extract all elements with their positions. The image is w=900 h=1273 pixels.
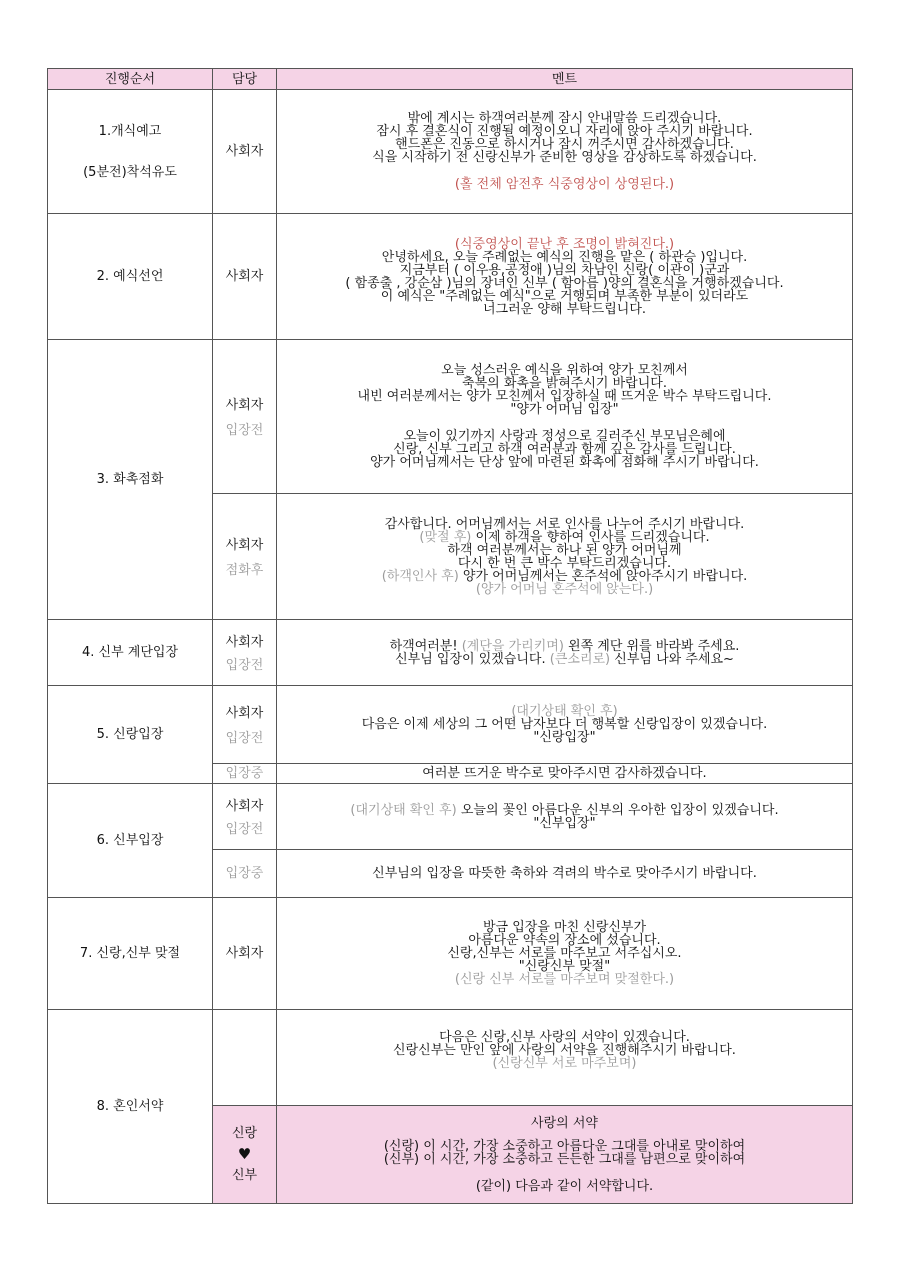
step-7-role: 사회자 [213,898,277,1010]
step-4-ment: 하객여러분! (계단을 가리키며) 왼쪽 계단 위를 바라봐 주세요. 신부님 입장이 있겠습니다. (큰소리로) 신부님 나와 주세요~ [277,620,853,686]
step-8-ment: 다음은 신랑,신부 사랑의 서약이 있겠습니다. 신랑신부는 만인 앞에 사랑의 서약을 진행해주시기 바랍니다. (신랑신부 서로 마주보며) [277,1010,853,1106]
step-1-note: (홀 전체 암전후 식중영상이 상영된다.) [454,177,675,192]
step-4-row [48,620,853,686]
step-2-row [48,214,853,340]
step-5-ment-b: 여러분 뜨거운 박수로 맞아주시면 감사하겠습니다. [277,764,853,784]
step-1-role: 사회자 [213,90,277,214]
header-order: 진행순서 [48,69,213,90]
vow-title: 사랑의 서약 [531,1115,598,1131]
step-7-ment: 방금 입장을 마친 신랑신부가 아름다운 약속의 장소에 섰습니다. 신랑,신부는 서로를 마주보고 서주십시오. "신랑신부 맞절" (신랑 신부 서로를 마주보며 맞절한다.) [277,898,853,1010]
step-5-ment: (대기상태 확인 후) 다음은 이제 세상의 그 어떤 남자보다 더 행복할 신랑입장이 있겠습니다. "신랑입장" [277,686,853,764]
step-1-ment: 밖에 계시는 하객여러분께 잠시 안내말씀 드리겠습니다. 잠시 후 결혼식이 진행될 예정이오니 자리에 앉아 주시기 바랍니다. 핸드폰은 진동으로 하시거나 잠시 꺼주시면 감사하겠습니다. 식을 시작하기 전 신랑신부가 준비한 영상을 감상하도록 하겠습니다. (홀 전체 암전후 식중영상이 상영된다.) [277,90,853,214]
step-8-role: 신랑 ♥ 신부 [213,1106,277,1204]
header-role: 담당 [213,69,277,90]
step-2-note: (식중영상이 끝난 후 조명이 밝혀진다.) [454,236,675,252]
step-5-sub2: 입장중 [213,764,277,784]
step-5-role: 사회자 입장전 [213,686,277,764]
step-7-label: 7. 신랑,신부 맞절 [48,898,213,1010]
step-6-ment-b: 신부님의 입장을 따뜻한 축하와 격려의 박수로 맞아주시기 바랍니다. [277,850,853,898]
step-6-label: 6. 신부입장 [48,784,213,898]
step-8-row-a [48,1010,853,1106]
step-3-role-b: 사회자 점화후 [213,494,277,620]
step-1-row [48,90,853,214]
step-3-role-a: 사회자 입장전 [213,340,277,494]
step-1-label: 1.개식예고 (5분전)착석유도 [48,90,213,214]
header-row [48,69,853,90]
step-6-role: 사회자 입장전 [213,784,277,850]
step-3-ment-a: 오늘 성스러운 예식을 위하여 양가 모친께서 축복의 화촉을 밝혀주시기 바랍니다. 내빈 여러분께서는 양가 모친께서 입장하실 때 뜨거운 박수 부탁드립니다. "양가 어머님 입장" 오늘이 있기까지 사랑과 정성으로 길러주신 부모님은혜에 신랑, 신부 그리고 하객 여러분과 함께 깊은 감사를 드립니다. 양가 어머님께서는 단상 앞에 마련된 화촉에 점화해 주시기 바랍니다. [277,340,853,494]
step-4-role: 사회자 입장전 [213,620,277,686]
step-2-role: 사회자 [213,214,277,340]
step-8-vow: 사랑의 서약 (신랑) 이 시간, 가장 소중하고 아름다운 그대를 아내로 맞이하여 (신부) 이 시간, 가장 소중하고 든든한 그대를 남편으로 맞이하여 (같이) 다음과 같이 서약합니다. [277,1106,853,1204]
step-6-row-a [48,784,853,850]
step-6-ment: (대기상태 확인 후) 오늘의 꽃인 아름다운 신부의 우아한 입장이 있겠습니다. "신부입장" [277,784,853,850]
step-3-label: 3. 화촉점화 [48,340,213,620]
ceremony-script-table [47,68,853,1204]
step-5-label: 5. 신랑입장 [48,686,213,784]
step-6-sub2: 입장중 [213,850,277,898]
header-ment: 멘트 [277,69,853,90]
step-5-row-a [48,686,853,764]
step-8-label: 8. 혼인서약 [48,1010,213,1204]
heart-icon: ♥ [237,1145,252,1163]
step-2-label: 2. 예식선언 [48,214,213,340]
step-8-role-empty [213,1010,277,1106]
step-3-ment-b: 감사합니다. 어머님께서는 서로 인사를 나누어 주시기 바랍니다. (맞절 후) 이제 하객을 향하여 인사를 드리겠습니다. 하객 여러분께서는 하나 된 양가 어머님께 다시 한 번 큰 박수 부탁드리겠습니다. (하객인사 후) 양가 어머님께서는 혼주석에 앉아주시기 바랍니다. (양가 어머님 혼주석에 앉는다.) [277,494,853,620]
step-2-ment: (식중영상이 끝난 후 조명이 밝혀진다.) 안녕하세요, 오늘 주례없는 예식의 진행을 맡은 ( 하관승 )입니다. 지금부터 ( 이우용,공정애 )님의 차남인 신랑( 이관이 )군과 ( 함종출 , 강순삼 )님의 장녀인 신부 ( 함아름 )양의 결혼식을 거행하겠습니다. 이 예식은 "주례없는 예식"으로 거행되며 부족한 부분이 있더라도 너그러운 양해 부탁드립니다. [277,214,853,340]
step-3-row-a [48,340,853,494]
step-7-row [48,898,853,1010]
step-4-label: 4. 신부 계단입장 [48,620,213,686]
